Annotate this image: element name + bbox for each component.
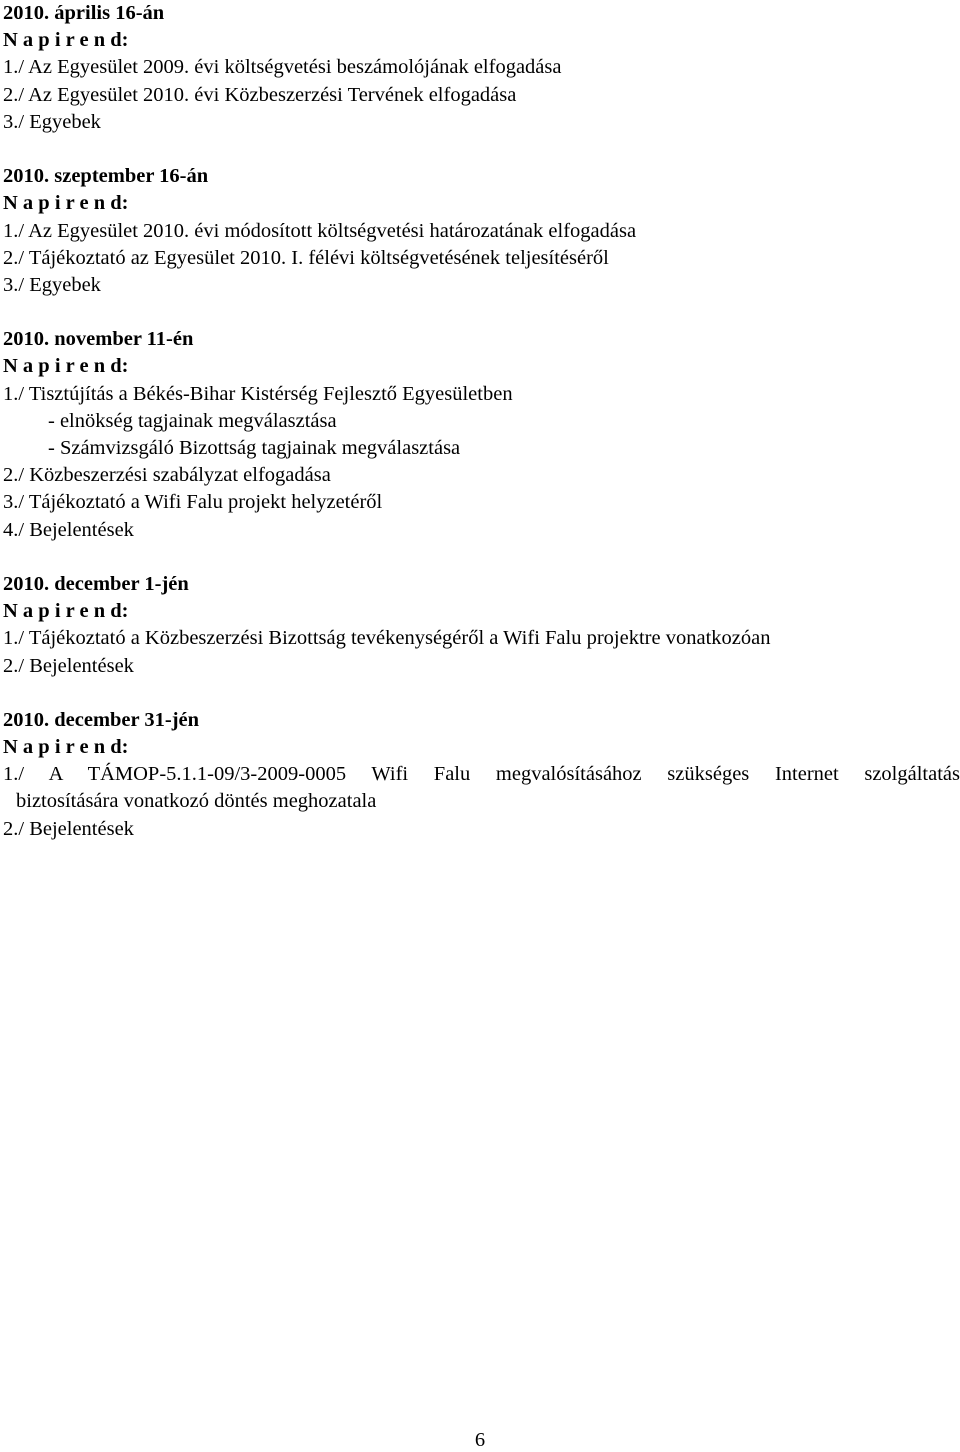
- meeting-section: [3, 571, 960, 680]
- meeting-section: [3, 707, 960, 843]
- agenda-label: N a p i r e n d:: [3, 600, 129, 623]
- section-spacer: [3, 544, 960, 571]
- agenda-item: 2./ Közbeszerzési szabályzat elfogadása: [3, 464, 331, 487]
- agenda-item: 1./ A TÁMOP-5.1.1-09/3-2009-0005 Wifi Falu megvalósításához szükséges Internet szolgáltatás: [3, 763, 960, 786]
- agenda-label: N a p i r e n d:: [3, 192, 129, 215]
- agenda-subitem: - Számvizsgáló Bizottság tagjainak megválasztása: [48, 437, 461, 459]
- agenda-subitem: - elnökség tagjainak megválasztása: [48, 409, 337, 432]
- meeting-date: 2010. november 11-én: [3, 328, 194, 351]
- agenda-item: 4./ Bejelentések: [3, 518, 134, 541]
- meeting-section: [3, 0, 960, 136]
- page-number: 6: [474, 1429, 486, 1451]
- section-spacer: [3, 136, 960, 163]
- agenda-item: 2./ Tájékoztató az Egyesület 2010. I. félévi költségvetésének teljesítéséről: [3, 246, 609, 269]
- agenda-item-continuation: biztosítására vonatkozó döntés meghozatala: [16, 790, 377, 813]
- meeting-date: 2010. szeptember 16-án: [3, 165, 209, 188]
- agenda-item: 3./ Egyebek: [3, 110, 101, 133]
- agenda-label: N a p i r e n d:: [3, 355, 129, 378]
- agenda-item: 1./ Tisztújítás a Békés-Bihar Kistérség Fejlesztő Egyesületben: [3, 382, 513, 405]
- agenda-label: N a p i r e n d:: [3, 29, 129, 52]
- agenda-label: N a p i r e n d:: [3, 736, 129, 759]
- meeting-section: [3, 163, 960, 299]
- meeting-section: [3, 326, 960, 544]
- meeting-date: 2010. december 1-jén: [3, 572, 189, 595]
- agenda-item: 3./ Tájékoztató a Wifi Falu projekt helyzetéről: [3, 491, 383, 514]
- agenda-item: 1./ Az Egyesület 2009. évi költségvetési beszámolójának elfogadása: [3, 56, 562, 79]
- section-spacer: [3, 680, 960, 707]
- agenda-item: 2./ Az Egyesület 2010. évi Közbeszerzési Tervének elfogadása: [3, 83, 517, 106]
- agenda-item: 1./ Tájékoztató a Közbeszerzési Bizottság tevékenységéről a Wifi Falu projektre vonatkozóan: [3, 627, 771, 650]
- agenda-item: 3./ Egyebek: [3, 273, 101, 296]
- meeting-date: 2010. december 31-jén: [3, 708, 200, 731]
- section-spacer: [3, 299, 960, 326]
- agenda-item: 2./ Bejelentések: [3, 654, 134, 677]
- agenda-item: 2./ Bejelentések: [3, 817, 134, 840]
- meeting-date: 2010. április 16-án: [3, 2, 165, 24]
- agenda-item: 1./ Az Egyesület 2010. évi módosított költségvetési határozatának elfogadása: [3, 219, 637, 242]
